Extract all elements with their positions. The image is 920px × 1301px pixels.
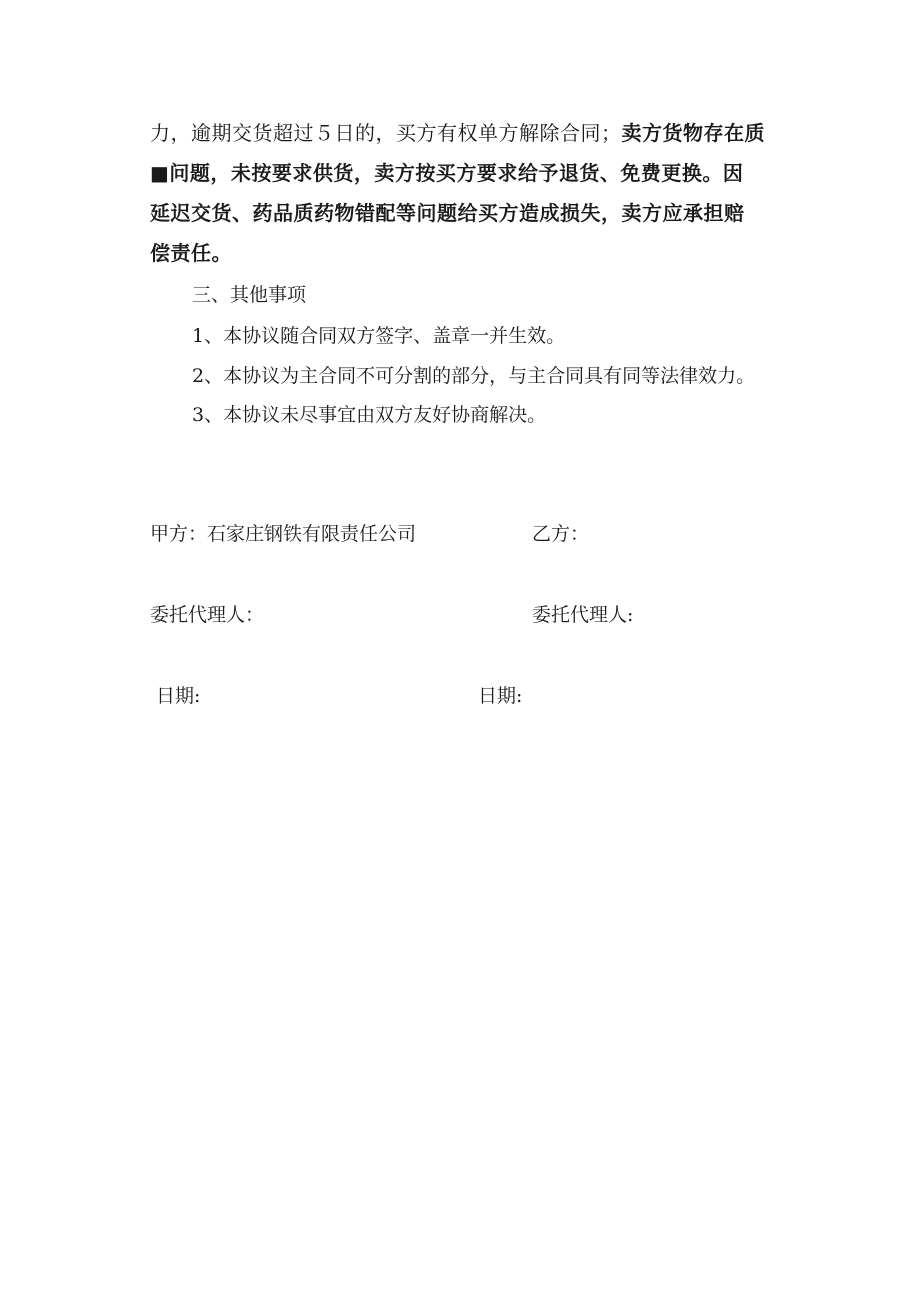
- party-b-label: 乙方：: [532, 523, 590, 545]
- date-a-label: 日期:: [156, 685, 201, 707]
- clause-line-1-normal: 力，逾期交货超过５日的，买方有权单方解除合同；: [150, 121, 622, 145]
- section-item-1: 1、本协议随合同双方签字、盖章一并生效。: [192, 325, 566, 347]
- section-heading: 三、其他事项: [192, 284, 307, 306]
- party-a-label: 甲方：石家庄钢铁有限责任公司: [150, 523, 417, 545]
- section-item-3: 3、本协议未尽事宜由双方友好协商解决。: [192, 404, 547, 426]
- clause-line-2: ■问题，未按要求供货，卖方按买方要求给予退货、免费更换。因: [150, 161, 744, 185]
- date-b-label: 日期:: [478, 685, 523, 707]
- clause-line-3: 延迟交货、药品质药物错配等问题给买方造成损失，卖方应承担赔: [150, 201, 745, 225]
- agent-b-label: 委托代理人:: [532, 604, 634, 626]
- agent-a-label: 委托代理人：: [150, 604, 265, 626]
- clause-line-4: 偿责任。: [150, 241, 232, 265]
- clause-line-1-bold: 卖方货物存在质: [621, 121, 765, 145]
- section-item-2: 2、本协议为主合同不可分割的部分，与主合同具有同等法律效力。: [192, 365, 756, 387]
- clause-line-1: [150, 120, 780, 146]
